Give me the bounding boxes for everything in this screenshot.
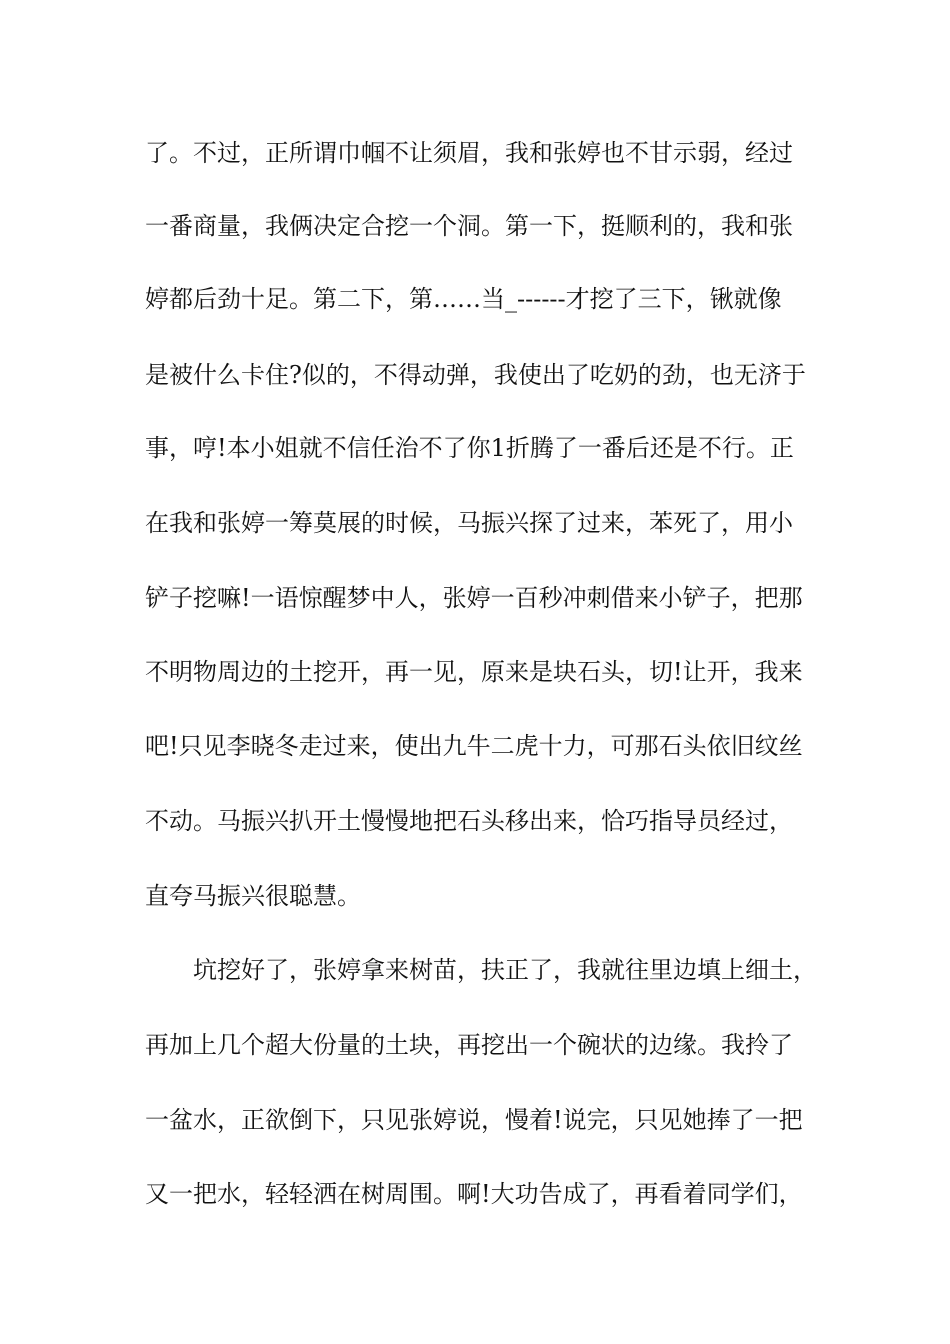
text-line-3: 婷都后劲十足。第二下，第……当_------才挖了三下，锹就像 — [145, 285, 782, 313]
text-line-9: 吧!只见李晓冬走过来，使出九牛二虎十力，可那石头依旧纹丝 — [145, 732, 803, 760]
text-line-10: 不动。马振兴扒开土慢慢地把石头移出来，恰巧指导员经过， — [145, 807, 793, 835]
text-line-4: 是被什么卡住?似的，不得动弹，我使出了吃奶的劲，也无济于 — [145, 361, 806, 389]
text-line-2: 一番商量，我俩决定合挖一个洞。第一下，挺顺利的，我和张 — [145, 212, 793, 240]
paragraph-start-line: 坑挖好了，张婷拿来树苗，扶正了，我就往里边填上细土， — [193, 956, 817, 984]
text-line-7: 铲子挖嘛!一语惊醒梦中人，张婷一百秒冲刺借来小铲子，把那 — [145, 584, 803, 612]
text-line-6: 在我和张婷一筹莫展的时候，马振兴探了过来，苯死了，用小 — [145, 509, 793, 537]
text-line-11: 直夸马振兴很聪慧。 — [145, 882, 361, 910]
text-line-1: 了。不过，正所谓巾帼不让须眉，我和张婷也不甘示弱，经过 — [145, 139, 793, 167]
text-line-5: 事，哼!本小姐就不信任治不了你1折腾了一番后还是不行。正 — [145, 434, 794, 462]
text-line-15: 又一把水，轻轻洒在树周围。啊!大功告成了，再看着同学们， — [145, 1180, 803, 1208]
text-line-13: 再加上几个超大份量的土块，再挖出一个碗状的边缘。我拎了 — [145, 1031, 793, 1059]
text-line-14: 一盆水，正欲倒下，只见张婷说，慢着!说完，只见她捧了一把 — [145, 1106, 803, 1134]
text-line-8: 不明物周边的土挖开，再一见，原来是块石头，切!让开，我来 — [145, 658, 803, 686]
